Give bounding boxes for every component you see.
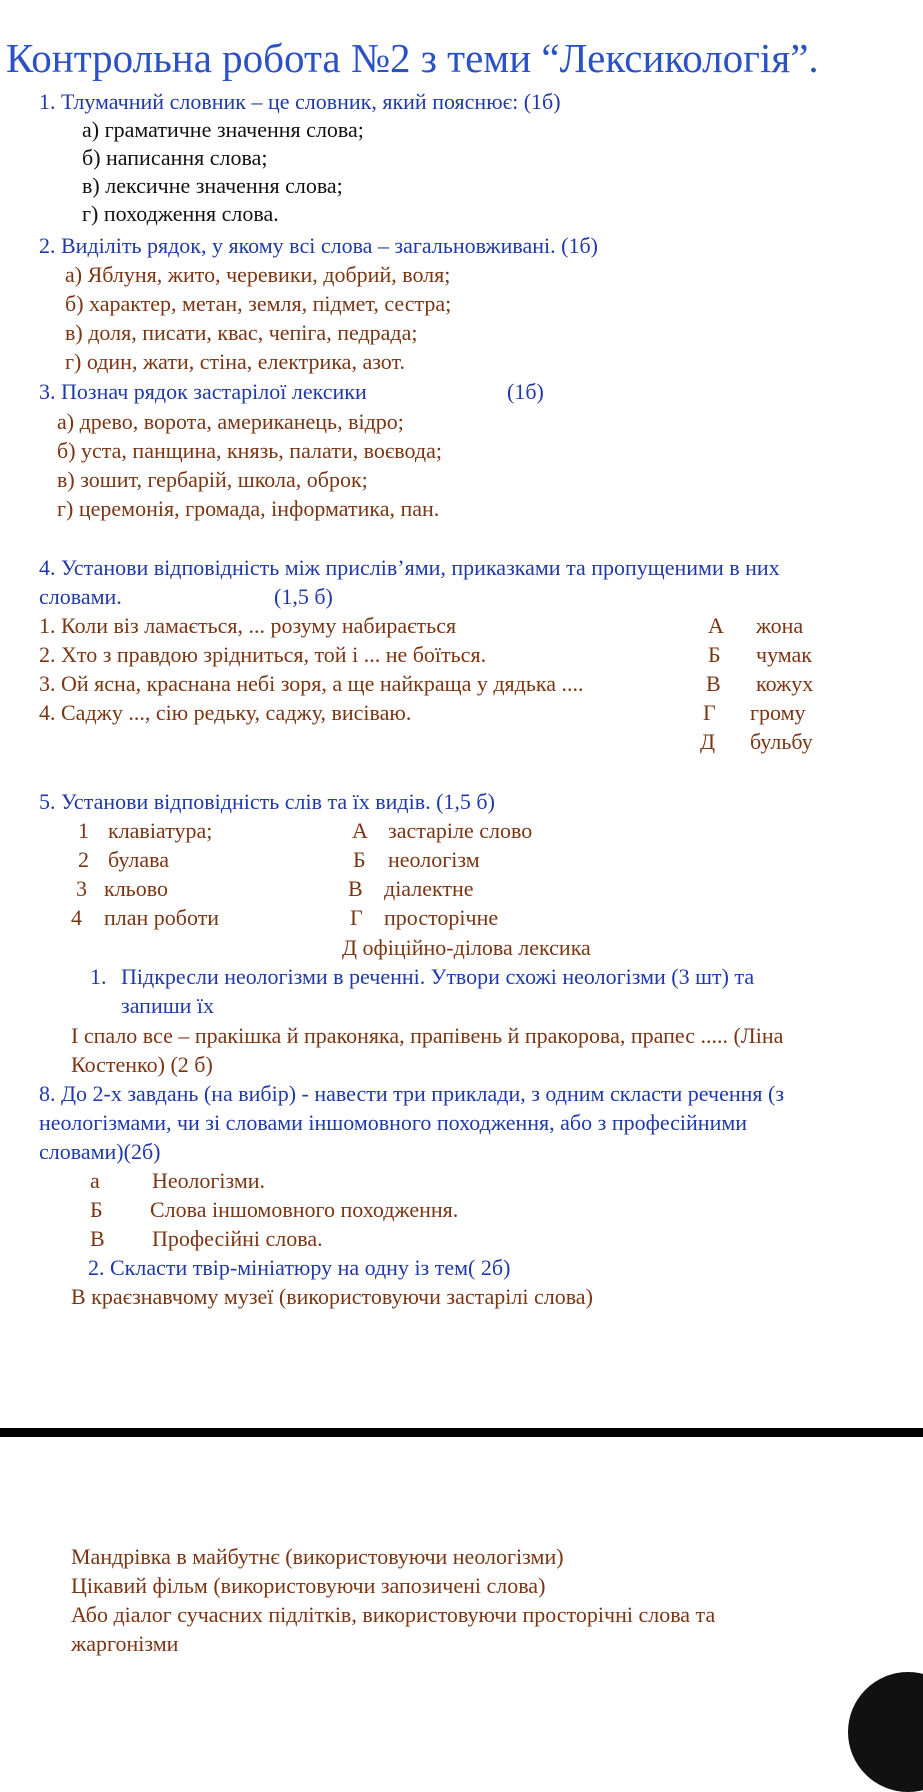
q5-word: клавіатура; bbox=[108, 818, 213, 843]
q4-answer-letter: Г bbox=[703, 700, 716, 725]
q5-type-extra: Д офіційно-ділова лексика bbox=[342, 935, 591, 960]
q8-option-text: Неологізми. bbox=[152, 1168, 266, 1193]
q2-option-b: б) характер, метан, земля, підмет, сестра; bbox=[65, 291, 452, 316]
q6-number: 1. bbox=[90, 964, 107, 989]
q5-type-letter: В bbox=[348, 876, 363, 901]
q4-item: 1. Коли віз ламається, ... розуму набирається bbox=[39, 613, 457, 638]
q5-word-num: 1 bbox=[78, 818, 89, 843]
q5-type: просторічне bbox=[384, 905, 499, 930]
q5-type-letter: Г bbox=[350, 905, 363, 930]
q4-answer-letter: Б bbox=[708, 642, 721, 667]
q3-option-b: б) уста, панщина, князь, палати, воєвода; bbox=[57, 438, 442, 463]
q8-option-text: Професійні слова. bbox=[152, 1226, 323, 1251]
q4-answer-word: кожух bbox=[756, 671, 814, 696]
q3-points: (1б) bbox=[507, 379, 544, 404]
q8-line2: неологізмами, чи зі словами іншомовного походження, або з професійними bbox=[39, 1110, 748, 1135]
q5-type: застаріле слово bbox=[388, 818, 533, 843]
q5-word-num: 4 bbox=[71, 905, 82, 930]
q9-topic: Цікавий фільм (використовуючи запозичені слова) bbox=[71, 1573, 546, 1598]
q8-option-letter: В bbox=[90, 1226, 105, 1251]
q5-word-num: 3 bbox=[76, 876, 87, 901]
q9-topic: жаргонізми bbox=[71, 1631, 179, 1656]
q5-type-letter: Б bbox=[353, 847, 366, 872]
q5-type-letter: А bbox=[352, 818, 368, 843]
q4-question-line2: словами. bbox=[39, 584, 122, 609]
q9-topic: В краєзнавчому музеї (використовуючи застарілі слова) bbox=[71, 1284, 593, 1309]
q3-option-d: г) церемонія, громада, інформатика, пан. bbox=[57, 496, 440, 521]
q9-topic: Мандрівка в майбутнє (використовуючи неологізми) bbox=[71, 1544, 564, 1569]
q1-option-c: в) лексичне значення слова; bbox=[82, 173, 343, 198]
q5-type: неологізм bbox=[388, 847, 480, 872]
q5-word: булава bbox=[108, 847, 169, 872]
q2-option-a: а) Яблуня, жито, черевики, добрий, воля; bbox=[65, 262, 451, 287]
q8-line3: словами)(2б) bbox=[39, 1139, 161, 1164]
q4-item: 4. Саджу ..., сію редьку, саджу, висіваю. bbox=[39, 700, 412, 725]
q4-question-line1: 4. Установи відповідність між прислів’ями, приказками та пропущеними в них bbox=[39, 555, 780, 580]
q8-option-letter: а bbox=[90, 1168, 100, 1193]
q3-option-c: в) зошит, гербарій, школа, оброк; bbox=[57, 467, 368, 492]
q2-option-c: в) доля, писати, квас, чепіга, педрада; bbox=[65, 320, 418, 345]
q3-option-a: а) древо, ворота, американець, відро; bbox=[57, 409, 404, 434]
q1-option-d: г) походження слова. bbox=[82, 201, 279, 226]
q4-answer-word: чумак bbox=[756, 642, 812, 667]
q4-answer-word: грому bbox=[750, 700, 806, 725]
q6-task-line1: Підкресли неологізми в реченні. Утвори схожі неологізми (3 шт) та bbox=[121, 964, 755, 989]
q2-option-d: г) один, жати, стіна, електрика, азот. bbox=[65, 349, 405, 374]
corner-shape bbox=[848, 1672, 923, 1792]
q4-answer-letter: А bbox=[708, 613, 724, 638]
q1-option-a: а) граматичне значення слова; bbox=[82, 117, 364, 142]
q8-line1: 8. До 2-х завдань (на вибір) - навести три приклади, з одним скласти речення (з bbox=[39, 1081, 785, 1106]
q5-question: 5. Установи відповідність слів та їх видів. (1,5 б) bbox=[39, 789, 495, 814]
q6-task-line2: запиши їх bbox=[121, 993, 215, 1018]
q4-answer-letter: Д bbox=[700, 729, 716, 754]
q4-points: (1,5 б) bbox=[274, 584, 333, 609]
q8-option-letter: Б bbox=[90, 1197, 103, 1222]
q5-type: діалектне bbox=[384, 876, 474, 901]
q1-question: 1. Тлумачний словник – це словник, який пояснює: (1б) bbox=[39, 89, 561, 114]
q5-word: план роботи bbox=[104, 905, 220, 930]
q9-task: 2. Скласти твір-мініатюру на одну із тем( 2б) bbox=[88, 1255, 511, 1280]
q5-word-num: 2 bbox=[78, 847, 89, 872]
q6-text-line1: І спало все – пракішка й праконяка, прапівень й пракорова, прапес ..... (Ліна bbox=[71, 1023, 784, 1048]
q8-option-text: Слова іншомовного походження. bbox=[150, 1197, 459, 1222]
q4-item: 3. Ой ясна, краснана небі зоря, а ще найкраща у дядька .... bbox=[39, 671, 584, 696]
q4-answer-word: жона bbox=[756, 613, 804, 638]
q4-answer-word: бульбу bbox=[750, 729, 813, 754]
page-divider bbox=[0, 1428, 923, 1437]
q9-topic: Або діалог сучасних підлітків, використовуючи просторічні слова та bbox=[71, 1602, 716, 1627]
q1-option-b: б) написання слова; bbox=[82, 145, 268, 170]
q4-answer-letter: В bbox=[706, 671, 721, 696]
q5-word: кльово bbox=[104, 876, 168, 901]
page-title: Контрольна робота №2 з теми “Лексикологія”. bbox=[6, 35, 819, 81]
q4-item: 2. Хто з правдою зрідниться, той і ... не боїться. bbox=[39, 642, 487, 667]
q6-text-line2: Костенко) (2 б) bbox=[71, 1052, 213, 1077]
q2-question: 2. Виділіть рядок, у якому всі слова – загальновживані. (1б) bbox=[39, 233, 598, 258]
q3-question: 3. Познач рядок застарілої лексики bbox=[39, 379, 367, 404]
